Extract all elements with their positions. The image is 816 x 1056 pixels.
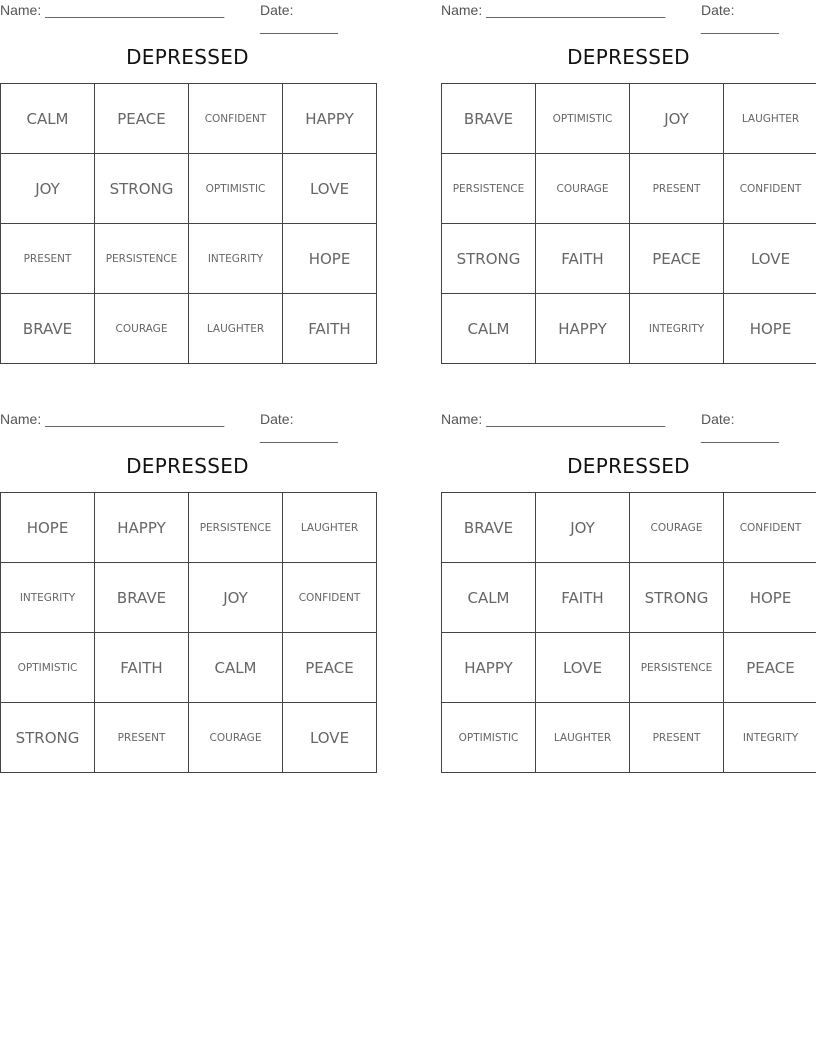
grid-cell: FAITH — [95, 633, 189, 703]
date-label: Date: __________ — [701, 2, 779, 34]
card-header — [441, 0, 816, 34]
grid-cell: PRESENT — [1, 224, 95, 294]
grid-cell: COURAGE — [95, 294, 189, 364]
bingo-grid — [0, 492, 377, 773]
grid-cell: STRONG — [1, 703, 95, 773]
grid-cell: INTEGRITY — [724, 703, 816, 773]
grid-cell: LOVE — [536, 633, 630, 703]
grid-row — [442, 294, 816, 364]
card-title: DEPRESSED — [126, 454, 249, 478]
grid-cell: CALM — [442, 294, 536, 364]
grid-cell: PERSISTENCE — [95, 224, 189, 294]
grid-cell: PEACE — [95, 84, 189, 154]
grid-cell: LAUGHTER — [283, 493, 377, 563]
grid-row — [1, 294, 377, 364]
bingo-card-3 — [0, 409, 375, 747]
grid-cell: FAITH — [536, 224, 630, 294]
grid-row — [442, 703, 816, 773]
grid-cell: HOPE — [724, 294, 816, 364]
grid-cell: PERSISTENCE — [630, 633, 724, 703]
grid-cell: PEACE — [283, 633, 377, 703]
grid-cell: CONFIDENT — [724, 154, 816, 224]
card-title: DEPRESSED — [567, 45, 690, 69]
grid-cell: CONFIDENT — [189, 84, 283, 154]
grid-cell: JOY — [536, 493, 630, 563]
grid-row — [1, 154, 377, 224]
grid-cell: CALM — [189, 633, 283, 703]
card-header — [0, 0, 375, 34]
bingo-grid — [441, 83, 816, 364]
grid-row — [1, 563, 377, 633]
grid-cell: PRESENT — [630, 703, 724, 773]
grid-row — [1, 493, 377, 563]
grid-row — [1, 224, 377, 294]
grid-cell: STRONG — [95, 154, 189, 224]
grid-cell: PRESENT — [95, 703, 189, 773]
grid-cell: INTEGRITY — [189, 224, 283, 294]
grid-cell: BRAVE — [442, 493, 536, 563]
card-title: DEPRESSED — [567, 454, 690, 478]
grid-cell: JOY — [1, 154, 95, 224]
grid-cell: OPTIMISTIC — [189, 154, 283, 224]
grid-cell: FAITH — [283, 294, 377, 364]
grid-cell: HOPE — [1, 493, 95, 563]
bingo-card-4 — [441, 409, 816, 744]
date-label: Date: __________ — [260, 411, 338, 443]
grid-cell: HAPPY — [95, 493, 189, 563]
grid-cell: BRAVE — [1, 294, 95, 364]
bingo-grid — [441, 492, 816, 773]
grid-cell: PERSISTENCE — [442, 154, 536, 224]
bingo-card-1 — [0, 0, 375, 338]
date-label: Date: __________ — [260, 2, 338, 34]
grid-cell: OPTIMISTIC — [442, 703, 536, 773]
grid-row — [1, 84, 377, 154]
grid-cell: PEACE — [724, 633, 816, 703]
bingo-card-2 — [441, 0, 816, 338]
name-label: Name: _______________________ — [441, 2, 666, 18]
grid-cell: HOPE — [724, 563, 816, 633]
grid-cell: OPTIMISTIC — [536, 84, 630, 154]
grid-row — [1, 703, 377, 773]
grid-cell: JOY — [189, 563, 283, 633]
grid-cell: JOY — [630, 84, 724, 154]
grid-cell: LOVE — [724, 224, 816, 294]
grid-cell: BRAVE — [442, 84, 536, 154]
name-label: Name: _______________________ — [0, 2, 225, 18]
grid-row — [442, 154, 816, 224]
grid-cell: PERSISTENCE — [189, 493, 283, 563]
grid-cell: CALM — [1, 84, 95, 154]
card-header — [441, 409, 816, 443]
card-header — [0, 409, 375, 443]
grid-cell: STRONG — [630, 563, 724, 633]
grid-cell: HAPPY — [442, 633, 536, 703]
grid-cell: PRESENT — [630, 154, 724, 224]
grid-cell: LOVE — [283, 703, 377, 773]
card-title: DEPRESSED — [126, 45, 249, 69]
grid-cell: HOPE — [283, 224, 377, 294]
grid-cell: COURAGE — [536, 154, 630, 224]
grid-cell: COURAGE — [630, 493, 724, 563]
grid-cell: LAUGHTER — [189, 294, 283, 364]
grid-cell: OPTIMISTIC — [1, 633, 95, 703]
grid-cell: PEACE — [630, 224, 724, 294]
grid-row — [442, 84, 816, 154]
grid-cell: HAPPY — [283, 84, 377, 154]
grid-cell: CONFIDENT — [724, 493, 816, 563]
date-label: Date: __________ — [701, 411, 779, 443]
grid-row — [442, 493, 816, 563]
grid-row — [442, 633, 816, 703]
grid-cell: LAUGHTER — [724, 84, 816, 154]
grid-row — [442, 224, 816, 294]
grid-cell: STRONG — [442, 224, 536, 294]
grid-cell: CALM — [442, 563, 536, 633]
grid-cell: LAUGHTER — [536, 703, 630, 773]
grid-row — [1, 633, 377, 703]
grid-cell: FAITH — [536, 563, 630, 633]
grid-cell: COURAGE — [189, 703, 283, 773]
name-label: Name: _______________________ — [441, 411, 666, 427]
grid-cell: INTEGRITY — [630, 294, 724, 364]
name-label: Name: _______________________ — [0, 411, 225, 427]
grid-cell: LOVE — [283, 154, 377, 224]
grid-cell: HAPPY — [536, 294, 630, 364]
grid-row — [442, 563, 816, 633]
bingo-grid — [0, 83, 377, 364]
grid-cell: CONFIDENT — [283, 563, 377, 633]
grid-cell: INTEGRITY — [1, 563, 95, 633]
grid-cell: BRAVE — [95, 563, 189, 633]
